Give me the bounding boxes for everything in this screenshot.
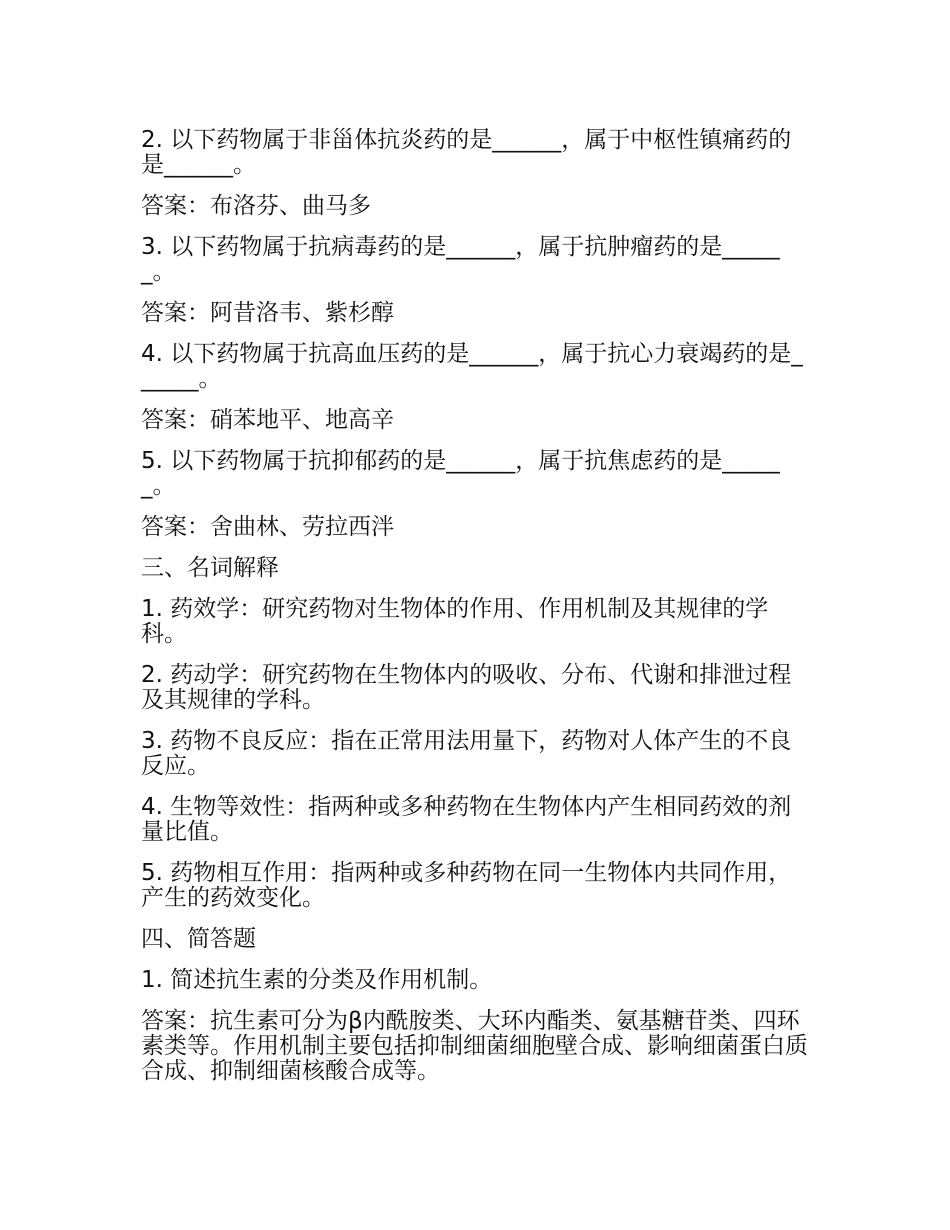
answer-4: 答案：硝苯地平、地高辛 bbox=[141, 407, 394, 433]
answer-3: 答案：阿昔洛韦、紫杉醇 bbox=[141, 300, 394, 326]
term-drug-interaction: 5. 药物相互作用：指两种或多种药物在同一生物体内共同作用，产生的药效变化。 bbox=[141, 860, 792, 911]
question-2-fill-blank: 2. 以下药物属于非甾体抗炎药的是______，属于中枢性镇痛药的是______。 bbox=[141, 127, 792, 178]
section-heading-short-answer: 四、简答题 bbox=[141, 926, 256, 952]
term-adverse-reaction: 3. 药物不良反应：指在正常用法用量下，药物对人体产生的不良反应。 bbox=[141, 728, 792, 779]
document-page bbox=[141, 128, 813, 1100]
answer-2: 答案：布洛芬、曲马多 bbox=[141, 193, 371, 219]
answer-5: 答案：舍曲林、劳拉西泮 bbox=[141, 514, 394, 540]
section-heading-terms: 三、名词解释 bbox=[141, 555, 279, 581]
question-3-fill-blank: 3. 以下药物属于抗病毒药的是______，属于抗肿瘤药的是______。 bbox=[141, 234, 780, 285]
question-5-fill-blank: 5. 以下药物属于抗抑郁药的是______，属于抗焦虑药的是______。 bbox=[141, 448, 780, 499]
question-4-fill-blank: 4. 以下药物属于抗高血压药的是______，属于抗心力衰竭药的是______。 bbox=[141, 341, 803, 392]
term-pharmacodynamics: 1. 药效学：研究药物对生物体的作用、作用机制及其规律的学科。 bbox=[141, 596, 769, 647]
term-pharmacokinetics: 2. 药动学：研究药物在生物体内的吸收、分布、代谢和排泄过程及其规律的学科。 bbox=[141, 662, 792, 713]
short-answer-1-answer: 答案：抗生素可分为β内酰胺类、大环内酯类、氨基糖苷类、四环素类等。作用机制主要包括抑制细菌细胞壁合成、影响细菌蛋白质合成、抑制细菌核酸合成等。 bbox=[141, 1008, 808, 1084]
short-answer-question-1: 1. 简述抗生素的分类及作用机制。 bbox=[141, 967, 493, 993]
term-bioequivalence: 4. 生物等效性：指两种或多种药物在生物体内产生相同药效的剂量比值。 bbox=[141, 794, 792, 845]
